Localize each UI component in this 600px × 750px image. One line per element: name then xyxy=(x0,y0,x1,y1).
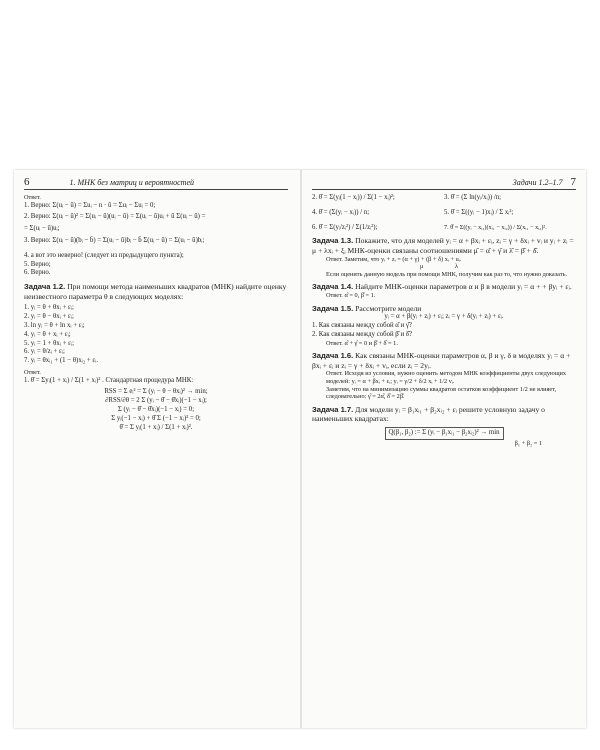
task-1-5-text: Рассмотрите модели xyxy=(355,303,422,313)
task-1-7-formula-box xyxy=(385,427,504,440)
model-1: 1. yᵢ = θ + θxᵢ + εᵢ; xyxy=(24,304,74,312)
right-page-header xyxy=(312,176,576,190)
task-1-3-underbrace-labels xyxy=(312,263,576,271)
derivation-line-3: Σ (yᵢ − θ̂ − θ̂xᵢ)(−1 − xᵢ) = 0; xyxy=(117,405,195,413)
derivation-line-4: Σ yᵢ(−1 − xᵢ) + θ̂ Σ (−1 − xᵢ)² = 0; xyxy=(111,414,201,422)
task-1-6-answer-2: Заметим, что на минимизацию суммы квадратов остатков коэффициент 1/2 не влияет, следовательно: γ̂ = 2α̂, δ̂ = 2β̂. xyxy=(326,385,557,401)
task-1-5-label: Задача 1.5. xyxy=(312,303,354,313)
task-1-3-note: Если оценить данную модель при помощи МНК, получим как раз то, что нужно доказать. xyxy=(326,270,568,278)
underbrace-mu: μ xyxy=(420,263,424,271)
task-1-2 xyxy=(24,282,288,301)
task-1-2-label: Задача 1.2. xyxy=(24,282,66,292)
task-1-5-question-1: 1. Как связаны между собой α̂ и γ̂? xyxy=(312,321,412,329)
derivation-line-2: ∂RSS/∂θ = 2 Σ (yᵢ − θ̂ − θ̂xᵢ)(−1 − xᵢ); xyxy=(105,397,207,405)
task-1-5-answer: Ответ. α̂ + γ̂ = 0 и β̂ + δ̂ = 1. xyxy=(326,339,398,347)
model-7: 7. yᵢ = θxᵢ₁ + (1 − θ)xᵢ₂ + εᵢ. xyxy=(24,357,99,365)
task-1-7-formula: Q(β₁, β₂) := Σ (yᵢ − β₁xᵢ₁ − β₂xᵢ₂)² → min xyxy=(388,428,500,436)
left-page-header xyxy=(24,176,288,190)
answer-item-3: 3. Верно: Σ(uᵢ − ū)(bᵢ − b̄) = Σ(uᵢ − ū)bᵢ − b̄ Σ(uᵢ − ū) = Σ(uᵢ − ū)bᵢ; xyxy=(24,236,205,244)
answer-label: Ответ. xyxy=(24,194,41,201)
answers-grid xyxy=(312,194,576,232)
model-5: 5. yᵢ = 1 + θxᵢ + εᵢ; xyxy=(24,339,75,347)
derivation-line-1: RSS = Σ eᵢ² = Σ (yᵢ − θ − θxᵢ)² → min; xyxy=(104,388,208,396)
answer-item-1: 1. Верно: Σ(uᵢ − ū) = Σuᵢ − n · ū = Σuᵢ − Σuᵢ = 0; xyxy=(24,201,156,209)
book-gutter xyxy=(300,170,302,728)
answer-item-2-continued: = Σ(uᵢ − ū)uᵢ; xyxy=(24,225,60,233)
task-1-2-answer-label: Ответ. xyxy=(24,368,41,376)
task-1-6-label: Задача 1.6. xyxy=(312,351,354,361)
model-2: 2. yᵢ = θ − θxᵢ + εᵢ; xyxy=(24,313,74,321)
answer-6: 6. θ̂ = Σ(yᵢ/zᵢ²) / Σ(1/zᵢ²); xyxy=(312,223,378,231)
task-1-4 xyxy=(312,282,576,292)
answer-7: 7. θ̂ = Σ((yᵢ − xᵢ₂)(xᵢ₁ − xᵢ₂)) / Σ(xᵢ₁ − xᵢ₂)². xyxy=(444,223,547,231)
task-1-3-text: Покажите, что для моделей yᵢ = α + βxᵢ + εᵢ, zᵢ = γ + δxᵢ + vᵢ и yᵢ + zᵢ = μ + λxᵢ + ξᵢ МНК-оценки связаны соотношениями μ̂ = α̂ + γ̂ и λ̂ = β̂ + δ̂. xyxy=(312,236,574,255)
task-1-7-label: Задача 1.7. xyxy=(312,404,354,414)
underbrace-lambda: λ xyxy=(454,263,459,271)
task-1-7-constraint: β₁ + β₂ = 1 xyxy=(514,439,542,447)
right-page-running-title: Задачи 1.2–1.7 xyxy=(512,178,563,187)
answer-item-2: 2. Верно: Σ(uᵢ − ū)² = Σ(uᵢ − ū)(uᵢ − ū) = Σ(uᵢ − ū)uᵢ + ū Σ(uᵢ − ū) = xyxy=(24,213,206,221)
task-1-3-answer: Ответ. Заметим, что yᵢ + zᵢ = (α + γ) + (β + δ) xᵢ + uᵢ. xyxy=(326,255,462,263)
task-1-5-question-2: 2. Как связаны между собой β̂ и δ̂? xyxy=(312,330,413,338)
answer-5: 5. θ̂ = Σ((yᵢ − 1)xᵢ) / Σ xᵢ²; xyxy=(444,208,514,216)
task-1-3 xyxy=(312,236,576,255)
left-page xyxy=(24,176,288,720)
answer-item-5: 5. Верно; xyxy=(24,260,51,268)
answer-item-6: 6. Верно. xyxy=(24,269,51,277)
task-1-4-label: Задача 1.4. xyxy=(312,282,354,292)
task-1-7-formula-wrap xyxy=(312,427,576,440)
left-page-running-title: 1. МНК без матриц и вероятностей xyxy=(69,178,194,187)
model-3: 3. ln yᵢ = θ + ln xᵢ + εᵢ; xyxy=(24,321,85,329)
task-1-6-text: Как связаны МНК-оценки параметров α, β и γ, δ в моделях yᵢ = α + βxᵢ + εᵢ и zᵢ = γ + δxᵢ + vᵢ, если zᵢ = 2yᵢ. xyxy=(312,351,571,370)
task-1-2-answer-first: 1. θ̂ = Σyᵢ(1 + xᵢ) / Σ(1 + xᵢ)² . Стандартная процедура МНК: xyxy=(24,376,194,384)
task-1-7-text: Для модели yᵢ = β₁xᵢ₁ + β₂xᵢ₂ + εᵢ решите условную задачу о наименьших квадратах: xyxy=(312,404,545,424)
answer-3: 3. θ̂ = (Σ ln(yᵢ/xᵢ)) /n; xyxy=(444,194,502,201)
task-1-6 xyxy=(312,351,576,370)
answer-4: 4. θ̂ = (Σ(yᵢ − xᵢ)) / n; xyxy=(312,208,370,216)
task-1-7 xyxy=(312,405,576,424)
right-page-number: 7 xyxy=(570,176,576,188)
model-6: 6. yᵢ = θ/zᵢ + εᵢ; xyxy=(24,348,65,356)
task-1-5-model: yᵢ = α + β(yᵢ + zᵢ) + εᵢ; zᵢ = γ + δ(yᵢ + zᵢ) + εᵢ. xyxy=(384,313,504,321)
task-1-5 xyxy=(312,304,576,314)
model-4: 4. yᵢ = θ + xᵢ + εᵢ; xyxy=(24,330,71,338)
answer-item-4: 4. а вот это неверно! (следует из предыдущего пункта); xyxy=(24,251,184,259)
task-1-4-text: Найдите МНК-оценки параметров α и β в модели yᵢ = α + + βyᵢ + εᵢ. xyxy=(355,282,572,292)
task-1-4-answer: Ответ. α̂ = 0, β̂ = 1. xyxy=(326,291,376,299)
derivation-line-5: θ̂ = Σ yᵢ(1 + xᵢ) / Σ(1 + xᵢ)². xyxy=(119,423,193,431)
left-page-number: 6 xyxy=(24,176,30,188)
task-1-2-text: При помощи метода наименьших квадратов (МНК) найдите оценку неизвестного параметра θ в следующих моделях: xyxy=(24,282,287,301)
task-1-3-label: Задача 1.3. xyxy=(312,236,354,246)
right-page xyxy=(312,176,576,720)
answer-2: 2. θ̂ = Σ(yᵢ(1 − xᵢ)) / Σ(1 − xᵢ)²; xyxy=(312,194,395,201)
task-1-6-answer-1: Ответ. Исходя из условия, нужно оценить методом МНК коэффициенты двух следующих моделей: yᵢ = α + βxᵢ + εᵢ; yᵢ = γ/2 + δ/2 xᵢ + 1/2 vᵢ. xyxy=(326,370,567,385)
book-spread xyxy=(14,170,586,728)
